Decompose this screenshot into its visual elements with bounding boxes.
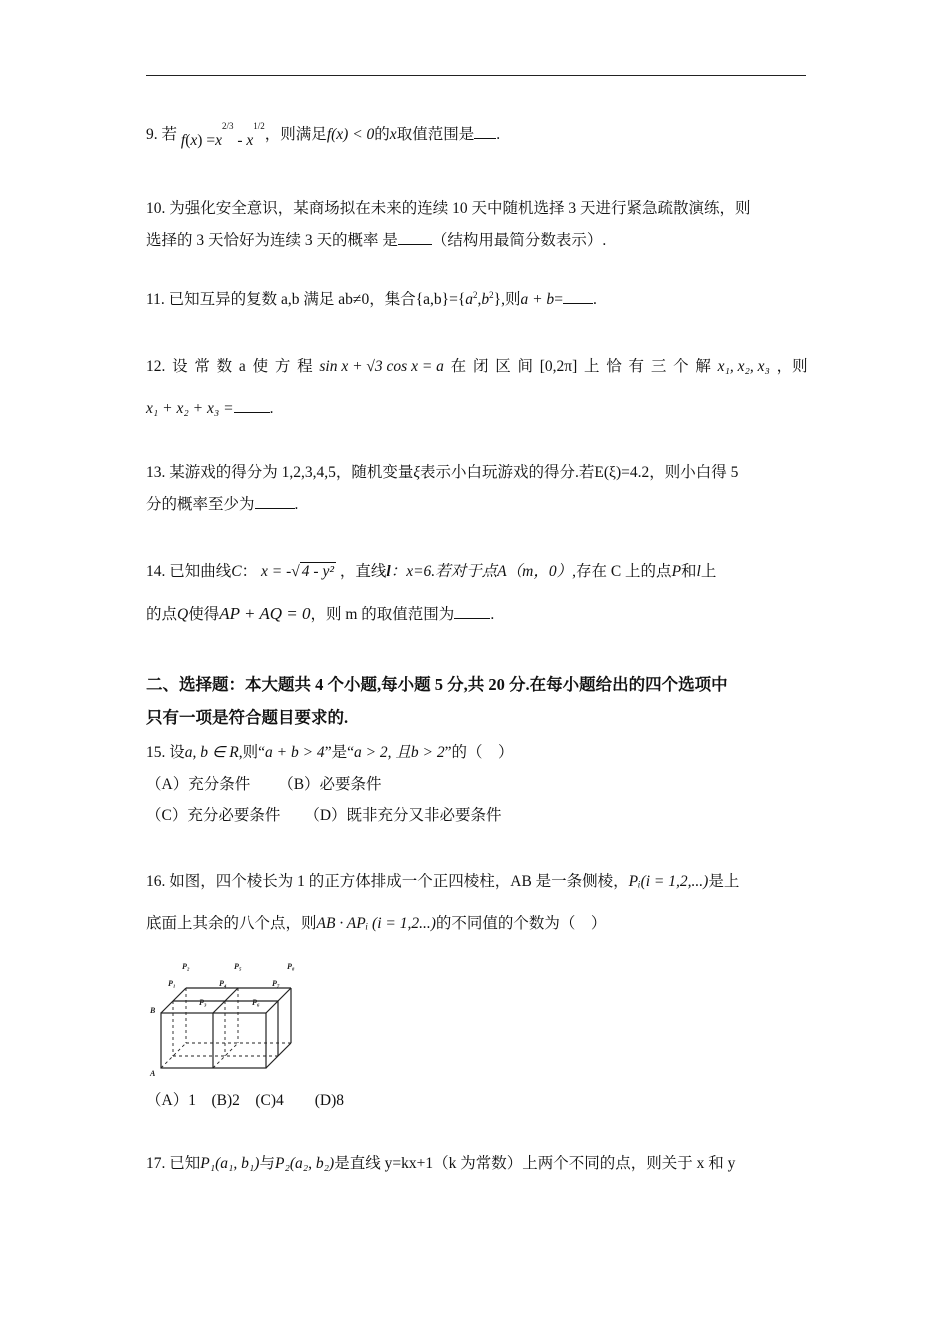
- question-16: 16. 如图，四个棱长为 1 的正方体排成一个正四棱柱，AB 是一条侧棱，Pᵢ(i = 1,2,...)是上 底面上其余的八个点，则AB · APᵢ (i = 1,2...)的不同值的个数为（ ）: [146, 873, 740, 932]
- section-2-heading: 二、选择题：本大题共 4 个小题,每小题 5 分,共 20 分.在每小题给出的四个选项中 只有一项是符合题目要求的.: [146, 675, 728, 727]
- label-p1: P₁: [168, 979, 176, 988]
- question-14: 14. 已知曲线C： x = -√ 4 - y² ，直线l：x=6.若对于点A（m，0）,存在 C 上的点P和l上 的点Q使得AP + AQ = 0，则 m 的取值范围为 .: [146, 563, 717, 623]
- header-rule: [146, 75, 806, 76]
- option-b: （B）必要条件: [278, 776, 382, 793]
- prism-figure: [146, 958, 316, 1083]
- question-9: 9. 若 $f(x) =x^{2/3} - x^{1/2}$，则满足f(x) < 0的x取值范围是 .: [146, 121, 501, 149]
- option-d: （D）既非充分又非必要条件: [304, 807, 502, 824]
- question-10: 10. 为强化安全意识，某商场拟在未来的连续 10 天中随机选择 3 天进行紧急疏散演练，则 选择的 3 天恰好为连续 3 天的概率 是 （结构用最简分数表示）.: [146, 200, 751, 249]
- answer-blank: [474, 124, 496, 139]
- answer-blank: [454, 604, 490, 619]
- question-17: 17. 已知P₁(a₁, b₁)与P₂(a₂, b₂)是直线 y=kx+1（k 为常数）上两个不同的点，则关于 x 和 y: [146, 1155, 736, 1172]
- label-p5: P₅: [234, 962, 242, 971]
- label-p8: P₈: [287, 962, 295, 971]
- question-16-options: （A）1 (B)2 (C)4 (D)8: [146, 1092, 345, 1109]
- answer-blank: [255, 494, 295, 509]
- question-12: 12. 设 常 数 a 使 方 程 sin x + √3 cos x = a 在 闭 区 间 [0,2π] 上 恰 有 三 个 解 x₁, x₂, x₃ ，则 x₁ + x₂ + x₃ = .: [146, 358, 808, 417]
- label-b: B: [150, 1006, 156, 1015]
- label-p7: P₇: [272, 979, 280, 988]
- label-p4: P₄: [219, 979, 227, 988]
- label-a: A: [150, 1069, 156, 1078]
- label-p3: P₃: [199, 998, 207, 1007]
- label-p2: P₂: [182, 962, 190, 971]
- question-15: 15. 设a, b ∈ R,则“a + b > 4”是“a > 2, 且b > 2”的（ ） （A）充分条件 （B）必要条件 （C）充分必要条件 （D）既非充分又非必要条件: [146, 744, 514, 824]
- answer-blank: [398, 230, 432, 245]
- question-11: 11. 已知互异的复数 a,b 满足 ab≠0，集合$\{a,b\}=\{a^2,b^2\}$,则a + b= .: [146, 289, 597, 308]
- option-a: （A）充分条件: [146, 776, 251, 793]
- answer-blank: [234, 398, 270, 413]
- label-p6: P₆: [252, 998, 260, 1007]
- answer-blank: [563, 289, 593, 304]
- option-c: （C）充分必要条件: [146, 807, 281, 824]
- question-13: 13. 某游戏的得分为 1,2,3,4,5，随机变量ξ表示小白玩游戏的得分.若E(ξ)=4.2，则小白得 5 分的概率至少为 .: [146, 464, 739, 513]
